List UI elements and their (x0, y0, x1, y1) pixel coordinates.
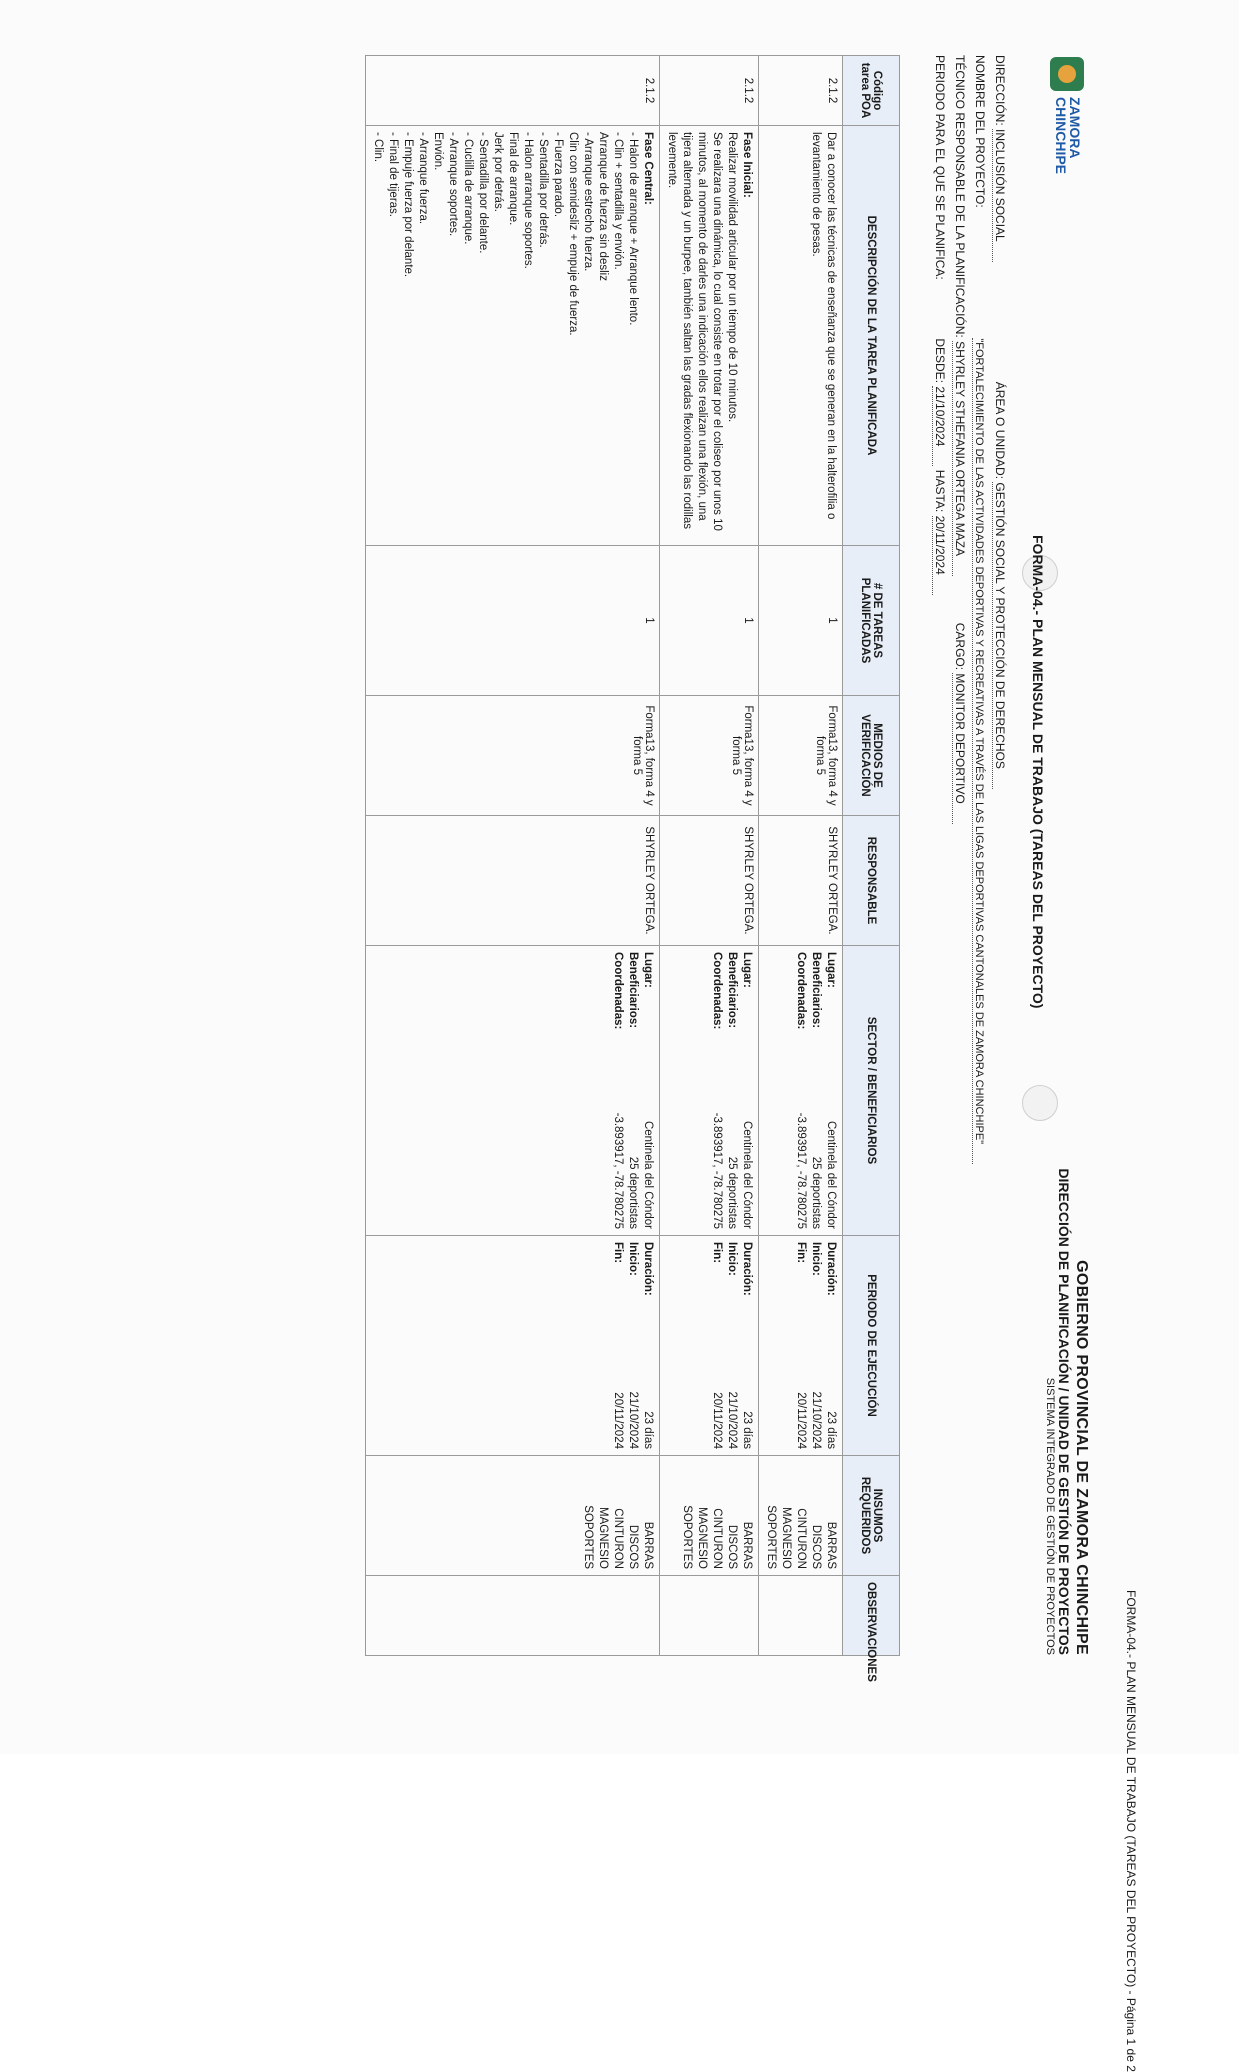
col-header-responsible: RESPONSABLE (843, 816, 900, 946)
fin-label: Fin: (795, 1242, 807, 1264)
supply-item: CINTURON (711, 1508, 723, 1569)
verification-means: Forma13, forma 4 y forma 5 (366, 696, 660, 816)
meta-periodo-row (930, 55, 950, 1155)
task-code: 2.1.2 (366, 56, 660, 126)
required-supplies (660, 1456, 759, 1576)
fin-value: 20/11/2024 (795, 1392, 807, 1449)
desde-value: 21/10/2024 (932, 386, 947, 466)
lugar-value: Centinela del Cóndor (642, 1120, 654, 1229)
description-line: Jerk por detrás. (492, 132, 504, 212)
rotated-form (210, 55, 1090, 1682)
coordenadas-value: -3.893917, -78.780275 (795, 1112, 807, 1229)
supply-item: BARRAS (825, 1521, 837, 1569)
form-metadata (930, 55, 1010, 1155)
col-header-supplies: INSUMOS REQUERIDOS (843, 1456, 900, 1576)
inicio-label: Inicio: (627, 1242, 639, 1276)
description-line: Final de arranque. (507, 132, 519, 226)
inicio-value: 21/10/2024 (627, 1391, 639, 1449)
description-line: - Empuje fuerza por delante. (402, 132, 414, 278)
beneficiarios-label: Beneficiarios: (627, 952, 639, 1029)
cargo-label: CARGO: (953, 622, 967, 671)
description-line: - Cuclilla de arranque. (462, 132, 474, 245)
description-line: Fase Inicial: (741, 132, 753, 198)
description-line: Fase Central: (642, 132, 654, 205)
proyecto-label: NOMBRE DEL PROYECTO: (973, 55, 987, 208)
table-header-row (843, 56, 900, 1656)
direccion-label: DIRECCIÓN: (993, 55, 1007, 126)
description-line: - Halon arranque soportes. (522, 132, 534, 269)
beneficiarios-label: Beneficiarios: (810, 952, 822, 1029)
col-header-observations: OBSERVACIONES (843, 1576, 900, 1656)
supply-item: BARRAS (741, 1521, 753, 1569)
lugar-value: Centinela del Cóndor (741, 1120, 753, 1229)
coordenadas-label: Coordenadas: (711, 952, 723, 1030)
logo-emblem-icon (1050, 57, 1084, 91)
task-count: 1 (660, 546, 759, 696)
supply-item: SOPORTES (765, 1505, 777, 1569)
page-footer: FORMA-04.- PLAN MENSUAL DE TRABAJO (TAREAS DEL PROYECTO) - Página 1 de 2 (1124, 1590, 1138, 2072)
beneficiarios-value: 25 deportistas (726, 1156, 738, 1229)
sector-beneficiaries (366, 946, 660, 1236)
task-code: 2.1.2 (759, 56, 843, 126)
coordenadas-value: -3.893917, -78.780275 (612, 1112, 624, 1229)
org-line-2: DIRECCIÓN DE PLANIFICACIÓN / UNIDAD DE GESTIÓN DE PROYECTOS (1056, 1168, 1072, 1655)
duracion-label: Duración: (825, 1242, 837, 1296)
supply-item: MAGNESIO (780, 1507, 792, 1569)
supply-item: DISCOS (726, 1524, 738, 1569)
description-line: - Arranque fuerza. (417, 132, 429, 225)
task-count: 1 (759, 546, 843, 696)
verification-means: Forma13, forma 4 y forma 5 (759, 696, 843, 816)
direccion-value: INCLUSIÓN SOCIAL (992, 129, 1007, 262)
proyecto-value: "FORTALECIMIENTO DE LAS ACTIVIDADES DEPORTIVAS Y RECREATIVAS A TRAVÉS DE LAS LIGAS DEPORTIVAS CANTONALES DE ZAMORA CHINCHIPE" (972, 338, 985, 1164)
form-title: FORMA-04.- PLAN MENSUAL DE TRABAJO (TAREAS DEL PROYECTO) (1030, 535, 1046, 1009)
col-header-description: DESCRIPCIÓN DE LA TAREA PLANIFICADA (843, 126, 900, 546)
tasks-table (365, 55, 900, 1682)
duracion-label: Duración: (741, 1242, 753, 1296)
beneficiarios-label: Beneficiarios: (726, 952, 738, 1029)
supply-item: DISCOS (627, 1524, 639, 1569)
beneficiarios-value: 25 deportistas (810, 1156, 822, 1229)
coordenadas-label: Coordenadas: (795, 952, 807, 1030)
sector-beneficiaries (759, 946, 843, 1236)
sector-beneficiaries (660, 946, 759, 1236)
task-count: 1 (366, 546, 660, 696)
col-header-count: # DE TAREAS PLANIFICADAS (843, 546, 900, 696)
verification-means: Forma13, forma 4 y forma 5 (660, 696, 759, 816)
required-supplies (366, 1456, 660, 1576)
supply-item: CINTURON (795, 1508, 807, 1569)
duracion-value: 23 días (741, 1411, 753, 1449)
inicio-value: 21/10/2024 (810, 1391, 822, 1449)
logo-name: ZAMORA CHINCHIPE (1053, 97, 1083, 175)
col-header-period: PERIODO DE EJECUCIÓN (843, 1236, 900, 1456)
meta-proyecto-row (970, 55, 990, 1155)
supply-item: BARRAS (642, 1521, 654, 1569)
org-line-3: SISTEMA INTEGRADO DE GESTIÓN DE PROYECTOS (1044, 1377, 1056, 1655)
description-line: - Sentadilla por detrás. (537, 132, 549, 248)
inicio-value: 21/10/2024 (726, 1391, 738, 1449)
description-line: Envión. (432, 132, 444, 171)
logo (1030, 55, 1090, 175)
coordenadas-label: Coordenadas: (612, 952, 624, 1030)
duracion-value: 23 días (825, 1411, 837, 1449)
fin-value: 20/11/2024 (612, 1392, 624, 1449)
task-description (660, 126, 759, 546)
periodo-label: PERIODO PARA EL QUE SE PLANIFICA: (933, 55, 947, 280)
fin-label: Fin: (612, 1242, 624, 1264)
description-line: - Arranque soportes. (447, 132, 459, 237)
table-row (660, 56, 759, 1656)
responsible: SHYRLEY ORTEGA. (660, 816, 759, 946)
col-header-verification: MEDIOS DE VERIFICACIÓN (843, 696, 900, 816)
col-header-sector: SECTOR / BENEFICIARIOS (843, 946, 900, 1236)
description-line: - Sentadilla por delante. (477, 132, 489, 254)
table-row (366, 56, 660, 1656)
task-description (759, 126, 843, 546)
task-code: 2.1.2 (660, 56, 759, 126)
description-line: - Clin. (372, 132, 384, 163)
organization-block (1044, 1168, 1090, 1655)
observations (660, 1576, 759, 1656)
execution-period (366, 1236, 660, 1456)
lugar-value: Centinela del Cóndor (825, 1120, 837, 1229)
col-header-code: Código tarea POA (843, 56, 900, 126)
fin-label: Fin: (711, 1242, 723, 1264)
tecnico-label: TÉCNICO RESPONSABLE DE LA PLANIFICACIÓN: (953, 55, 967, 338)
task-description (366, 126, 660, 546)
meta-tecnico-row (950, 55, 970, 1155)
duracion-value: 23 días (642, 1411, 654, 1449)
required-supplies (759, 1456, 843, 1576)
supply-item: MAGNESIO (696, 1507, 708, 1569)
description-line: Se realizara una dinámica, lo cual consiste en trotar por el coliseo por unos 10 minutos, al momento de darles una indicación ellos realizan una flexión, una tijera alternada y un burpee, también saltan las gradas flexionando las rodillas levemente. (666, 132, 723, 531)
responsible: SHYRLEY ORTEGA. (759, 816, 843, 946)
execution-period (660, 1236, 759, 1456)
org-line-1: GOBIERNO PROVINCIAL DE ZAMORA CHINCHIPE (1073, 1260, 1090, 1655)
supply-item: CINTURON (612, 1508, 624, 1569)
hasta-label: HASTA: (933, 469, 947, 513)
hasta-value: 20/11/2024 (932, 516, 947, 595)
lugar-label: Lugar: (825, 952, 837, 988)
beneficiarios-value: 25 deportistas (627, 1156, 639, 1229)
desde-label: DESDE: (933, 338, 947, 384)
form-header (900, 55, 1090, 1655)
observations (366, 1576, 660, 1656)
description-line: - Fuerza parado. (552, 132, 564, 218)
area-label: ÁREA O UNIDAD: (993, 381, 1007, 480)
table-row (759, 56, 843, 1656)
responsible: SHYRLEY ORTEGA. (366, 816, 660, 946)
fin-value: 20/11/2024 (711, 1392, 723, 1449)
tecnico-value: SHYRLEY STHEFANIA ORTEGA MAZA (952, 341, 967, 576)
description-line: - Final de tijeras. (387, 132, 399, 218)
meta-direccion-row (990, 55, 1010, 1155)
observations (759, 1576, 843, 1656)
cargo-value: MONITOR DEPORTIVO (952, 673, 967, 823)
supply-item: SOPORTES (582, 1505, 594, 1569)
description-line: Realizar movilidad articular por un tiempo de 10 minutos. (726, 132, 738, 423)
supply-item: DISCOS (810, 1524, 822, 1569)
description-line: - Arranque estrecho fuerza. (582, 132, 594, 272)
supply-item: MAGNESIO (597, 1507, 609, 1569)
lugar-label: Lugar: (642, 952, 654, 988)
area-value: GESTIÓN SOCIAL Y PROTECCIÓN DE DERECHOS (992, 482, 1007, 789)
inicio-label: Inicio: (810, 1242, 822, 1276)
supply-item: SOPORTES (681, 1505, 693, 1569)
duracion-label: Duración: (642, 1242, 654, 1296)
lugar-label: Lugar: (741, 952, 753, 988)
description-line: Dar a conocer las técnicas de enseñanza que se generan en la halterofilia o levantamiento de pesas. (810, 132, 837, 520)
inicio-label: Inicio: (726, 1242, 738, 1276)
description-line: Arranque de fuerza sin desliz (597, 132, 609, 281)
execution-period (759, 1236, 843, 1456)
description-line: Clin con semidesliz + empuje de fuerza. (567, 132, 579, 336)
coordenadas-value: -3.893917, -78.780275 (711, 1112, 723, 1229)
description-line: - Halon de arranque + Arranque lento. (627, 132, 639, 326)
description-line: - Clin + sentadilla y envión. (612, 132, 624, 270)
